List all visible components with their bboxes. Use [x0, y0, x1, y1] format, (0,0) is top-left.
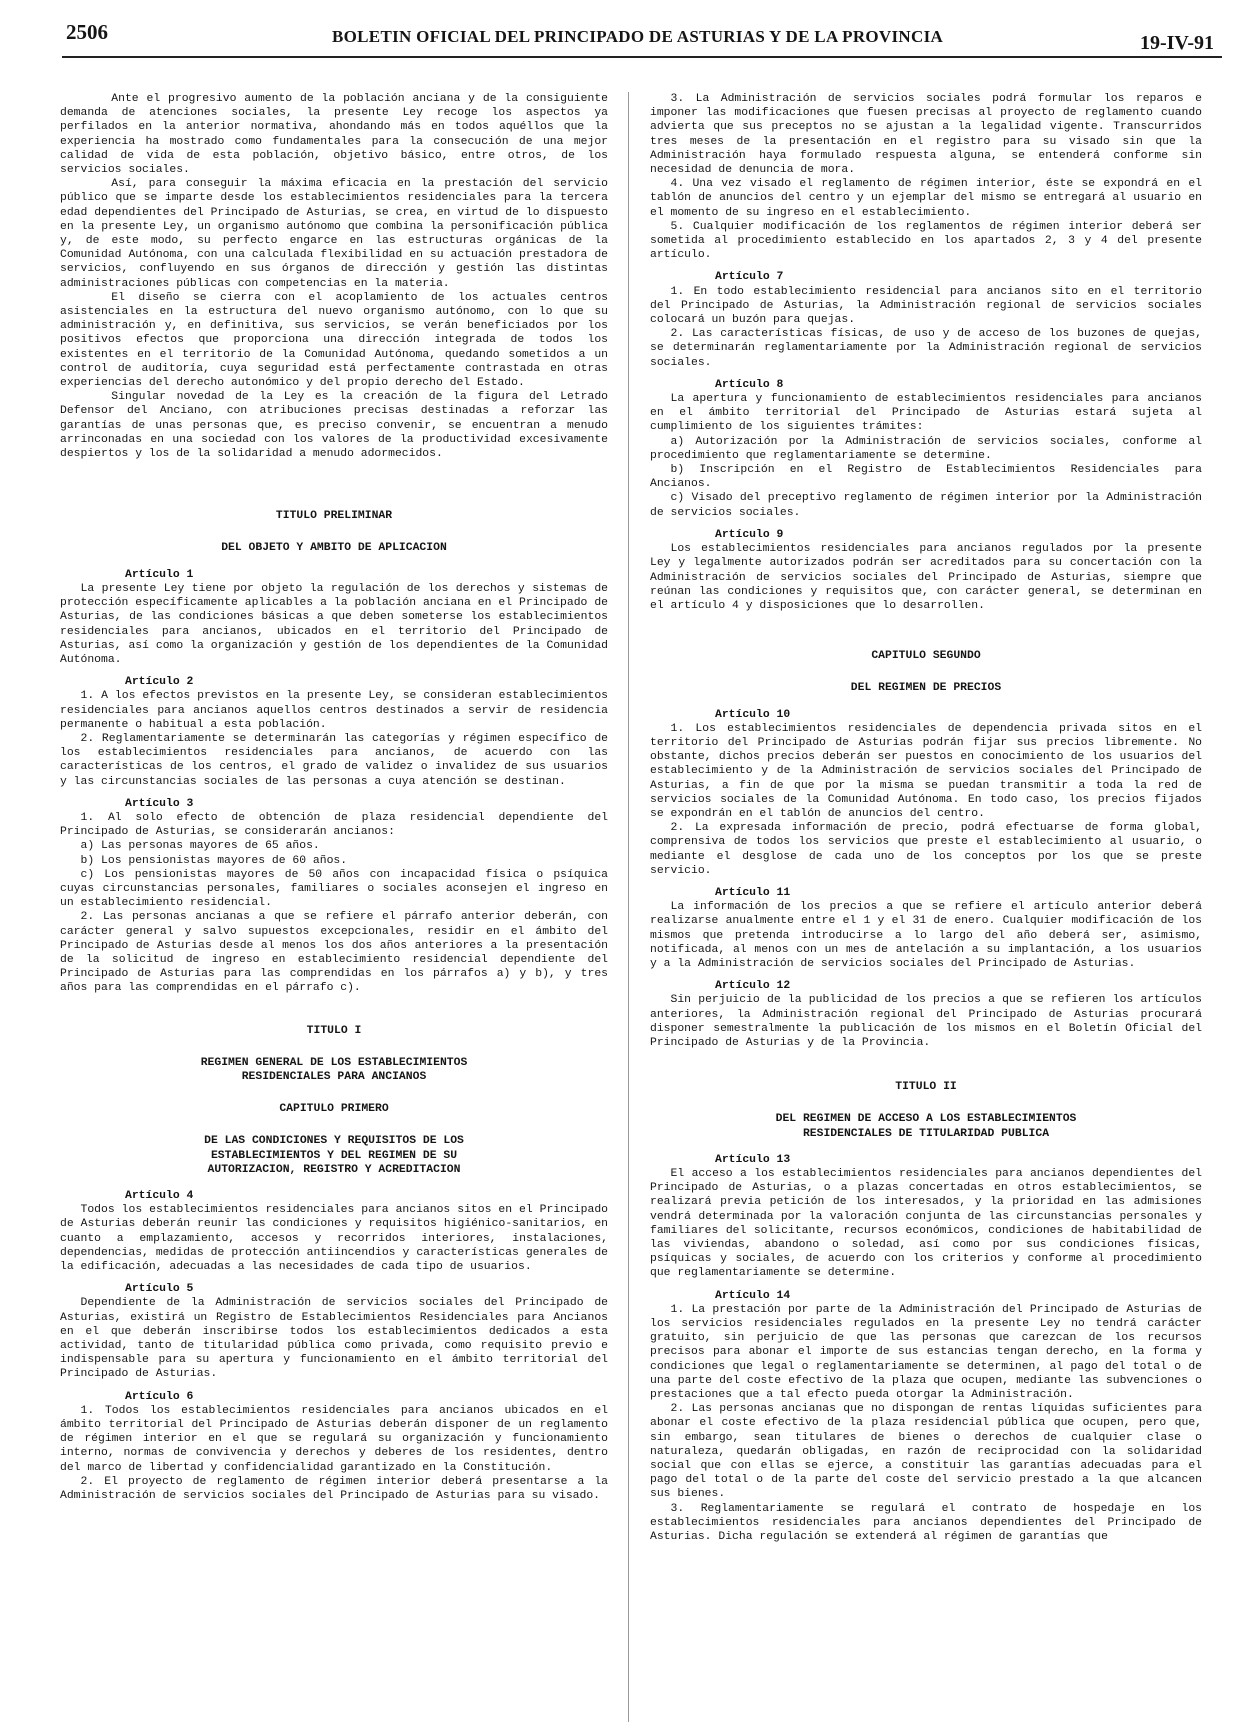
- article-8-heading: Artículo 8: [715, 378, 784, 391]
- article-1-heading: Artículo 1: [125, 568, 194, 581]
- regimen-precios-heading: DEL REGIMEN DE PRECIOS: [850, 682, 1002, 695]
- article-10-heading: Artículo 10: [715, 708, 791, 721]
- article-2-paragraph-2: 2. Reglamentariamente se determinarán las categorías y régimen específico de los establecimientos residenciales para ancianos, de acuerdo con las características de los centros, el grado de validez o invalidez de sus usuarios y las circunstancias sociales de las personas a cuya atención se destinan.: [60, 732, 608, 788]
- article-5-heading: Artículo 5: [125, 1283, 194, 1296]
- article-14-paragraph-1: 1. La prestación por parte de la Administración del Principado de Asturias de los servicios residenciales regulados en la presente Ley no tendrá carácter gratuito, sin perjuicio de que las personas que carezcan de los recursos precisos para abonar el importe de sus estancias tengan derecho, en la forma y condiciones que legal o reglamentariamente se determinen, al pago del total o de una parte del coste efectivo de la plaza que ocupen, mediante las subvenciones o prestaciones que a tal efecto pueda otorgar la Administración.: [650, 1303, 1202, 1402]
- intro-paragraph-2: Así, para conseguir la máxima eficacia en la prestación del servicio público que se imparte desde los establecimientos residenciales para la tercera edad dependientes del Principado de Asturias, se crea, en virtud de lo dispuesto en la presente Ley, un organismo autónomo que combina la personificación pública y, de este modo, su perfecto engarce en las estructuras orgánicas de la Comunidad Autónoma, con una calculada flexibilidad en su actuación prestadora de servicios, confluyendo en sus órganos de dirección y gestión las distintas administraciones públicas con competencias en la materia.: [60, 178, 608, 290]
- regimen-general-heading: REGIMEN GENERAL DE LOS ESTABLECIMIENTOS RESIDENCIALES PARA ANCIANOS: [200, 1056, 468, 1083]
- intro-paragraph-1: Ante el progresivo aumento de la población anciana y de la consiguiente demanda de atenciones sociales, la presente Ley recoge los aspectos ya perfilados en la anterior normativa, ahondando más en todos aquéllos que la experiencia ha mostrado como fundamentales para la consecución de una mejor calidad de vida de esta población, objetivo básico, entre otros, de los servicios sociales.: [60, 93, 608, 177]
- regimen-acceso-heading: DEL REGIMEN DE ACCESO A LOS ESTABLECIMIENTOS RESIDENCIALES DE TITULARIDAD PUBLICA: [775, 1113, 1077, 1140]
- article-14-heading: Artículo 14: [715, 1289, 791, 1302]
- article-6-paragraph-4: 4. Una vez visado el reglamento de régimen interior, éste se expondrá en el tablón de anuncios del centro y un ejemplar del mismo se entregará al usuario en el momento de su ingreso en el establecimiento.: [650, 178, 1202, 219]
- objeto-ambito-heading: DEL OBJETO Y AMBITO DE APLICACION: [221, 542, 447, 555]
- article-14-paragraph-3: 3. Reglamentariamente se regulará el contrato de hospedaje en los establecimientos residenciales para ancianos dependientes del Principado de Asturias. Dicha regulación se extenderá al régimen de garantías que: [650, 1502, 1202, 1544]
- article-7-heading: Artículo 7: [715, 271, 784, 284]
- article-5-paragraph-1: Dependiente de la Administración de servicios sociales del Principado de Asturias, existirá un Registro de Establecimientos Residenciales para Ancianos en el que deberán inscribirse todos los establecimientos dedicados a esta actividad, tanto de titularidad pública como privada, como requisito previo e indispensable para su apertura y funcionamiento en el ámbito territorial del Principado de Asturias.: [60, 1297, 608, 1381]
- article-8-item-c: c) Visado del preceptivo reglamento de régimen interior por la Administración de servicios sociales.: [650, 492, 1202, 519]
- journal-title: BOLETIN OFICIAL DEL PRINCIPADO DE ASTURIAS Y DE LA PROVINCIA: [332, 27, 944, 46]
- article-4-heading: Artículo 4: [125, 1190, 194, 1202]
- article-13-paragraph-1: El acceso a los establecimientos residenciales para ancianos dependientes del Principado de Asturias, o a plazas concertadas en otros establecimientos, se realizará previa petición de los interesados, y la prioridad en las admisiones vendrá determinada por la valoración conjunta de las circunstancias personales y familiares del solicitante, recursos económicos, condiciones de habitabilidad de las viviendas, abandono o soledad, así como por sus condiciones físicas, psíquicas y sociales, de acuerdo con los criterios y conforme al procedimiento que reglamentariamente se determine.: [650, 1168, 1202, 1280]
- page-header: [62, 16, 1222, 58]
- capitulo-segundo-heading: CAPITULO SEGUNDO: [871, 650, 981, 663]
- article-2-paragraph-1: 1. A los efectos previstos en la presente Ley, se consideran establecimientos residenciales para ancianos aquellos centros destinados a servir de residencia permanente o habitual a esta población.: [60, 690, 608, 731]
- article-6-paragraph-5: 5. Cualquier modificación de los reglamentos de régimen interior deberá ser sometida al procedimiento establecido en los apartados 2, 3 y 4 del presente artículo.: [650, 220, 1202, 262]
- article-3-paragraph-1: 1. Al solo efecto de obtención de plaza residencial dependiente del Principado de Asturias, se considerarán ancianos:: [60, 811, 608, 839]
- article-3-item-b: b) Los pensionistas mayores de 60 años.: [80, 854, 348, 867]
- page-number: 2506: [66, 20, 108, 44]
- article-3-heading: Artículo 3: [125, 797, 194, 810]
- article-14-paragraph-2: 2. Las personas ancianas que no dispongan de rentas líquidas suficientes para abonar el coste efectivo de la plaza residencial pública que ocupen, pero que, sin embargo, sean titulares de bienes o derechos de cualquier clase o naturaleza, quedarán obligadas, en razón de reciprocidad con la solidaridad social que con ellas se ejerce, a constituir las garantías adecuadas para el pago del total o de la parte del coste del servicio prestado a la que alcancen sus bienes.: [650, 1403, 1202, 1501]
- article-6-paragraph-1: 1. Todos los establecimientos residenciales para ancianos ubicados en el ámbito territorial del Principado de Asturias deberán disponer de un reglamento de régimen interior en el que se regulará su organización y funcionamiento interno, normas de convivencia y derechos y deberes de los residentes, dentro del marco de libertad y confidencialidad garantizado en la Constitución.: [60, 1404, 608, 1474]
- titulo-i-heading: TITULO I: [306, 1024, 362, 1037]
- article-4-paragraph-1: Todos los establecimientos residenciales para ancianos sitos en el Principado de Asturias deberán reunir las condiciones y requisitos higiénico-sanitarios, en cuanto a emplazamiento, accesos y recorridos interiores, instalaciones, dependencias, medidas de protección antiincendios y características generales de la edificación, adecuadas a las necesidades de cada tipo de usuarios.: [60, 1204, 608, 1274]
- article-12-paragraph-1: Sin perjuicio de la publicidad de los precios a que se refieren los artículos anteriores, la Administración regional del Principado de Asturias procurará disponer semestralmente la publicación de los mismos en el Boletín Oficial del Principado de Asturias y de la Provincia.: [650, 994, 1202, 1049]
- article-9-paragraph-1: Los establecimientos residenciales para ancianos regulados por la presente Ley y legalmente autorizados podrán ser acreditados para su concertación con la Administración de servicios sociales del Principado de Asturias, siempre que reúnan las condiciones y requisitos que, con carácter general, se determinan en el artículo 4 y disposiciones que lo desarrollen.: [650, 543, 1202, 612]
- article-3-item-c: c) Los pensionistas mayores de 50 años con incapacidad física o psíquica cuyas circunstancias personales, familiares o sociales aconsejen el ingreso en un establecimiento residencial.: [60, 868, 608, 910]
- article-6-heading: Artículo 6: [125, 1390, 194, 1403]
- article-11-heading: Artículo 11: [715, 886, 791, 899]
- right-column: [650, 92, 1202, 1722]
- article-13-heading: Artículo 13: [715, 1153, 791, 1166]
- capitulo-primero-heading: CAPITULO PRIMERO: [279, 1103, 389, 1116]
- condiciones-requisitos-heading: DE LAS CONDICIONES Y REQUISITOS DE LOS ESTABLECIMIENTOS Y DEL REGIMEN DE SU AUTORIZACION, REGISTRO Y ACREDITACION: [204, 1135, 464, 1176]
- intro-paragraph-3: El diseño se cierra con el acoplamiento de los actuales centros asistenciales en la estructura del nuevo organismo autónomo, con lo que su administración y, en definitiva, sus servicios, se verán beneficiados por los positivos efectos que proporciona una dirección integrada de todos los existentes en el territorio de la Comunidad Autónoma, quedando sometidos a un control de auditoría, cuya seguridad está perfectamente contrastada en otras experiencias del derecho autonómico y del propio derecho del Estado.: [60, 291, 608, 390]
- titulo-preliminar-heading: TITULO PRELIMINAR: [275, 510, 393, 523]
- column-divider: [628, 92, 629, 1722]
- article-6-paragraph-3: 3. La Administración de servicios sociales podrá formular los reparos e imponer las modificaciones que fuesen precisas al proyecto de reglamento cuando advierta que sus preceptos no se ajustan a la legalidad vigente. Transcurridos tres meses de la presentación en el registro para su visado sin que la Administración haya formulado respuesta alguna, se entenderá conforme sin necesidad de denuncia de mora.: [650, 93, 1202, 177]
- article-10-paragraph-1: 1. Los establecimientos residenciales de dependencia privada sitos en el territorio del Principado de Asturias podrán fijar sus precios libremente. No obstante, dichos precios deberán ser puestos en conocimiento de los usuarios del establecimiento y de la Administración de servicios sociales del Principado de Asturias, a fin de que por la misma se puedan transmitir a toda la red de servicios sociales de la Comunidad Autónoma. En todo caso, los precios fijados se expondrán en el tablón de anuncios del centro.: [650, 722, 1202, 820]
- article-8-item-b: b) Inscripción en el Registro de Establecimientos Residenciales para Ancianos.: [650, 464, 1202, 491]
- article-11-paragraph-1: La información de los precios a que se refiere el artículo anterior deberá realizarse anualmente entre el 1 y el 31 de enero. Cualquier modificación de los mismos que pretenda introducirse a lo largo del año deberá ser, asimismo, notificada, al menos con un mes de antelación a su implantación, a los usuarios y a la Administración de servicios sociales del Principado de Asturias.: [650, 901, 1202, 970]
- article-9-heading: Artículo 9: [715, 528, 784, 541]
- article-8-item-a: a) Autorización por la Administración de servicios sociales, conforme al procedimiento que reglamentariamente se determine.: [650, 435, 1202, 462]
- article-2-heading: Artículo 2: [125, 676, 194, 689]
- article-7-paragraph-2: 2. Las características físicas, de uso y de acceso de los buzones de quejas, se determinarán reglamentariamente por la Administración regional de servicios sociales.: [650, 328, 1202, 369]
- article-12-heading: Artículo 12: [715, 980, 791, 993]
- titulo-ii-heading: TITULO II: [895, 1081, 957, 1094]
- article-8-paragraph-1: La apertura y funcionamiento de establecimientos residenciales para ancianos en el ámbito territorial del Principado de Asturias estará sujeta al cumplimiento de los siguientes trámites:: [650, 393, 1202, 434]
- issue-date: 19-IV-91: [1139, 32, 1214, 54]
- article-7-paragraph-1: 1. En todo establecimiento residencial para ancianos sito en el territorio del Principado de Asturias, la Administración regional de servicios sociales colocará un buzón para quejas.: [650, 285, 1202, 327]
- article-10-paragraph-2: 2. La expresada información de precio, podrá efectuarse de forma global, comprensiva de todos los servicios que preste el establecimiento al usuario, o mediante el desglose de cada uno de los conceptos por los que se preste servicio.: [650, 822, 1202, 877]
- article-3-paragraph-2: 2. Las personas ancianas a que se refiere el párrafo anterior deberán, con carácter general y salvo supuestos excepcionales, residir en el ámbito del Principado de Asturias desde al menos los dos años anteriores a la presentación de la solicitud de ingreso en establecimiento residencial dependiente del Principado de Asturias para las comprendidas en los párrafos a) y b), y tres años para las comprendidas en el párrafo c).: [60, 911, 608, 995]
- intro-paragraph-4: Singular novedad de la Ley es la creación de la figura del Letrado Defensor del Anciano, con atribuciones precisas destinadas a reforzar las garantías de unas personas que, es preciso convenir, se encuentran a menudo arrinconadas en una sociedad con los valores de la productividad excesivamente despiertos y los de la solidaridad a menudo adormecidos.: [60, 391, 608, 461]
- article-1-paragraph-1: La presente Ley tiene por objeto la regulación de los derechos y sistemas de protección específicamente aplicables a la población anciana en el Principado de Asturias, de las condiciones básicas a que deben someterse los establecimientos residenciales para ancianos, ubicados en el territorio del Principado de Asturias, así como la organización y gestión de los dependientes de la Comunidad Autónoma.: [60, 582, 608, 666]
- article-6-paragraph-2: 2. El proyecto de reglamento de régimen interior deberá presentarse a la Administración de servicios sociales del Principado de Asturias para su visado.: [60, 1475, 608, 1503]
- left-column: [60, 92, 608, 1722]
- article-3-item-a: a) Las personas mayores de 65 años.: [80, 840, 320, 853]
